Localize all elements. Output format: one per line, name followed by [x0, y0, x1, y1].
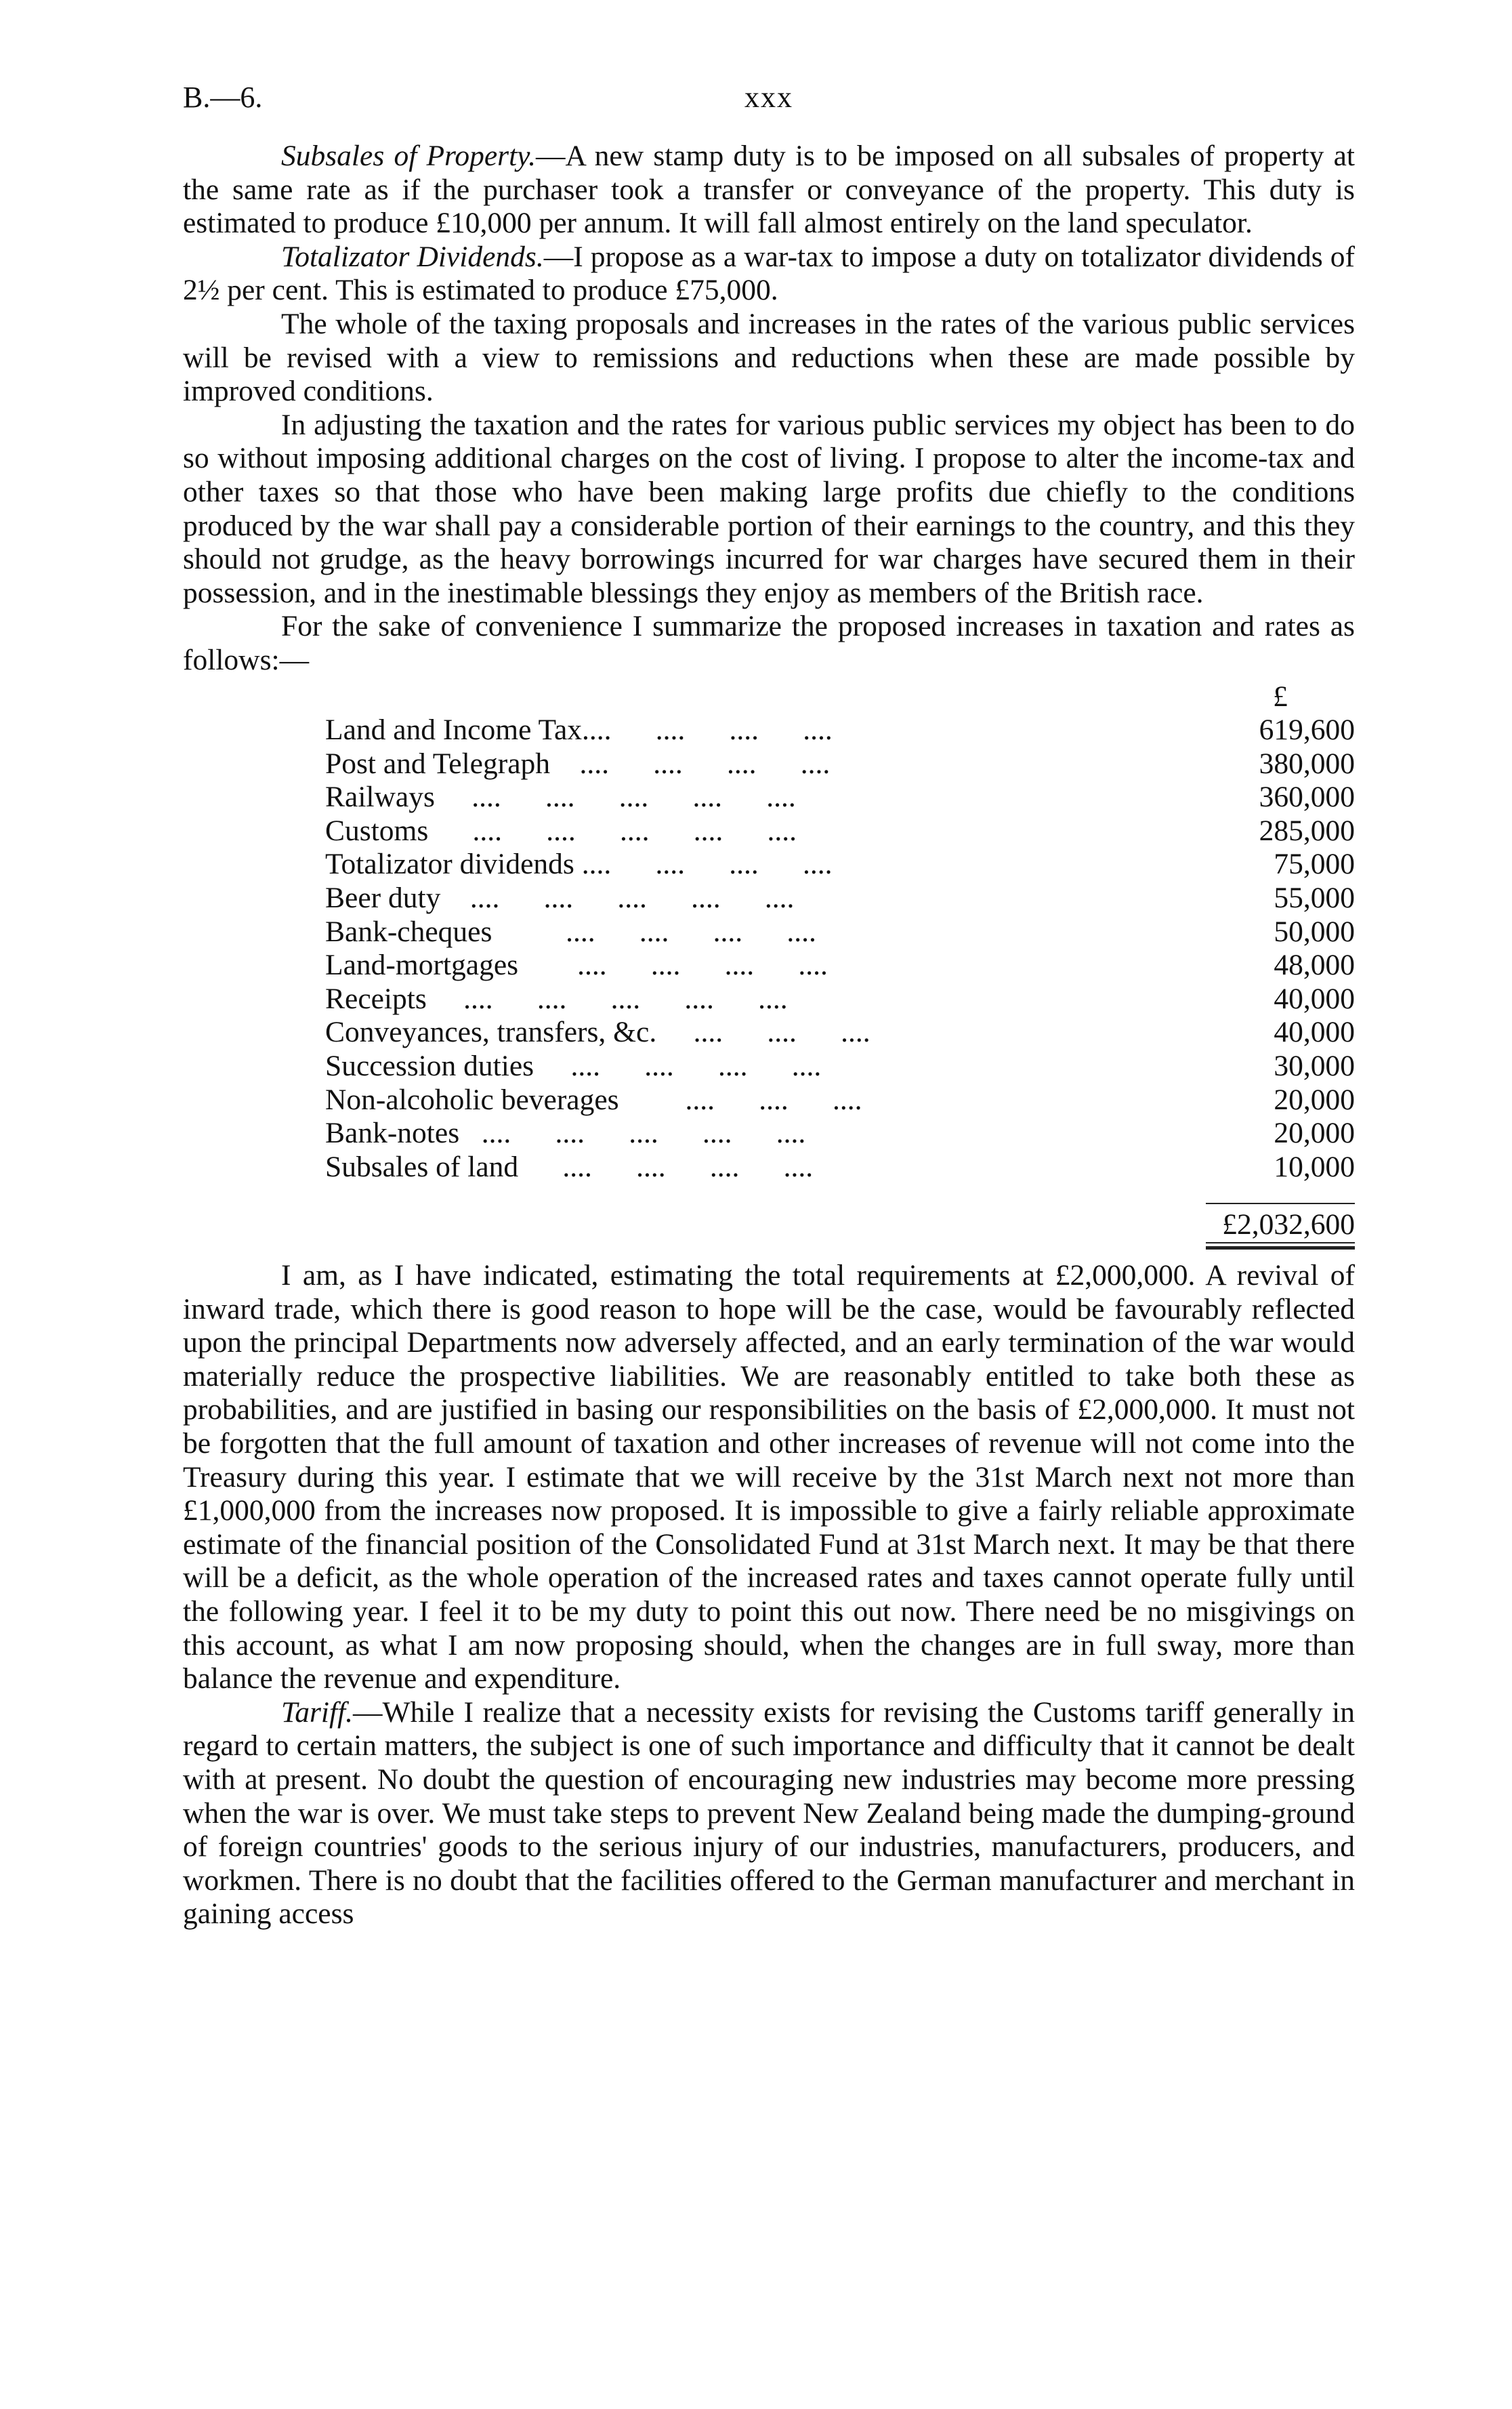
table-row: Receipts .... .... .... .... .... 40,000 [325, 982, 1355, 1015]
table-row: Land and Income Tax.... .... .... .... 619,600 [325, 714, 1355, 747]
table-total-row [325, 1208, 1355, 1242]
currency-header: £ [1273, 680, 1288, 713]
table-row: Conveyances, transfers, &c. .... .... .... 40,000 [325, 1016, 1355, 1049]
paragraph-tariff: Tariff.—While I realize that a necessity exists for revising the Customs tariff generally in regard to certain matters, the subject is one of such importance and difficulty that it cannot be dealt with at present. No doubt the question of encouraging new industries may become more pressing when the war is over. We must take steps to prevent New Zealand being made the dumping-ground of foreign countries' goods to the serious injury of our industries, manufacturers, producers, and workmen. There is no doubt that the facilities offered to the German manufacturer and merchant in gaining access [183, 1695, 1355, 1931]
table-row: Bank-cheques .... .... .... .... 50,000 [325, 915, 1355, 948]
paragraph-requirements: I am, as I have indicated, estimating the total requirements at £2,000,000. A revival of inward trade, which there is good reason to hope will be the case, would be favourably reflected upon the principal Departments now adversely affected, and an early termination of the war would materially reduce the prospective liabilities. We are reasonably entitled to take both these as probabilities, and are justified in basing our responsibilities on the basis of £2,000,000. It must not be forgotten that the full amount of taxation and other increases of revenue will not come into the Treasury during this year. I estimate that we will receive by the 31st March next not more than £1,000,000 from the increases now proposed. It is impossible to give a fairly reliable approximate estimate of the financial position of the Consolidated Fund at 31st March next. It may be that there will be a deficit, as the whole operation of the increased rates and taxes cannot operate fully until the following year. I feel it to be my duty to point this out now. There need be no misgivings on this account, as what I am now proposing should, when the changes are in full sway, more than balance the revenue and expenditure. [183, 1259, 1355, 1695]
table-row: Railways .... .... .... .... .... 360,000 [325, 781, 1355, 814]
table-row: Bank-notes .... .... .... .... .... 20,000 [325, 1117, 1355, 1150]
page-header [183, 80, 1355, 121]
table-row: Non-alcoholic beverages .... .... .... 20,000 [325, 1083, 1355, 1116]
paragraph-lead: Subsales of Property. [281, 140, 536, 172]
page-number: xxx [744, 81, 793, 114]
double-rule [1206, 1242, 1355, 1250]
table-row: Post and Telegraph .... .... .... .... 380,000 [325, 747, 1355, 780]
body-text [183, 140, 1355, 1931]
table-row: Succession duties .... .... .... .... 30,000 [325, 1050, 1355, 1083]
table-row: Land-mortgages .... .... .... .... 48,000 [325, 949, 1355, 982]
paragraph-totalizator: Totalizator Dividends.—I propose as a war-tax to impose a duty on totalizator dividends of 2½ per cent. This is estimated to produce £75,000. [183, 240, 1355, 307]
document-page [183, 80, 1355, 1931]
total-amount: £2,032,600 [1222, 1208, 1355, 1241]
table-header-row [325, 680, 1355, 714]
table-row: Subsales of land .... .... .... .... 10,000 [325, 1150, 1355, 1183]
paragraph-revision: The whole of the taxing proposals and increases in the rates of the various public services will be revised with a view to remissions and reductions when these are made possible by improved conditions. [183, 307, 1355, 408]
paragraph-summary-intro: For the sake of convenience I summarize the proposed increases in taxation and rates as follows:— [183, 610, 1355, 676]
paragraph-subsales: Subsales of Property.—A new stamp duty is to be imposed on all subsales of property at the same rate as if the purchaser took a transfer or conveyance of the property. This duty is estimated to produce £10,000 per annum. It will fall almost entirely on the land speculator. [183, 140, 1355, 240]
paragraph-adjusting: In adjusting the taxation and the rates for various public services my object has been to do so without imposing additional charges on the cost of living. I propose to alter the income-tax and other taxes so that those who have been making large profits due chiefly to the conditions produced by the war shall pay a considerable portion of their earnings to the country, and this they should not grudge, as the heavy borrowings incurred for war charges have secured them in their possession, and in the inestimable blessings they enjoy as members of the British race. [183, 408, 1355, 609]
table-row: Totalizator dividends .... .... .... .... 75,000 [325, 848, 1355, 881]
document-reference: B.—6. [183, 81, 263, 114]
paragraph-lead: Totalizator Dividends. [281, 240, 544, 273]
table-row: Customs .... .... .... .... .... 285,000 [325, 814, 1355, 847]
sum-rule [1206, 1203, 1355, 1204]
paragraph-lead: Tariff. [281, 1695, 354, 1729]
tax-increase-table [325, 680, 1355, 1250]
table-row: Beer duty .... .... .... .... .... 55,000 [325, 882, 1355, 915]
